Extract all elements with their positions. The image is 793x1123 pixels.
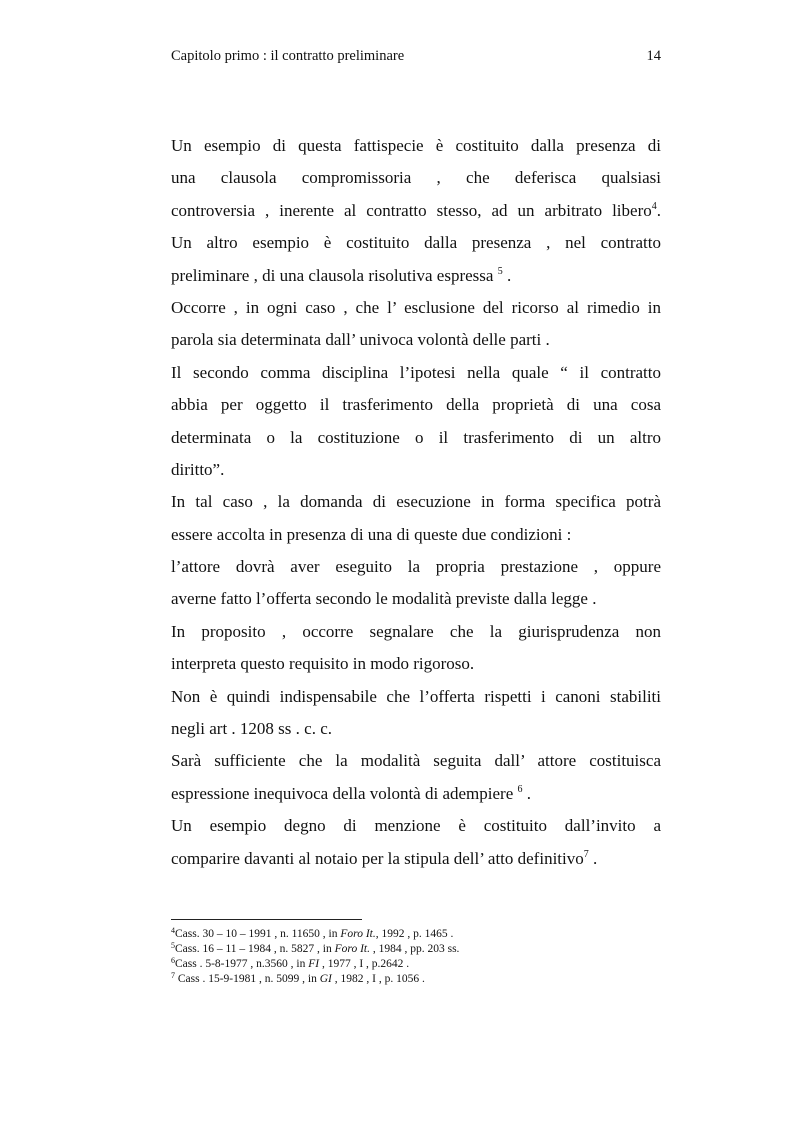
footnote xyxy=(171,972,661,987)
line-text: negli art . 1208 ss . c. c. xyxy=(171,719,332,739)
text-line xyxy=(171,745,661,777)
text-line xyxy=(171,810,661,842)
text-line xyxy=(171,130,661,162)
text-line xyxy=(171,583,661,615)
line-text: preliminare , di una clausola risolutiva espressa xyxy=(171,265,494,285)
footnote-number: 7 xyxy=(171,971,175,980)
line-text: essere accolta in presenza di una di queste due condizioni : xyxy=(171,524,572,544)
footnote-citation: Cass . 5-8-1977 , n.3560 , in xyxy=(175,958,309,970)
line-text: determinata o la costituzione o il trasferimento di un altro xyxy=(171,427,661,447)
line-text: abbia per oggetto il trasferimento della proprietà di una cosa xyxy=(171,395,661,415)
line-text: In proposito , occorre segnalare che la giurisprudenza non xyxy=(171,621,661,641)
footnote-details: , 1977 , I , p.2642 . xyxy=(319,958,410,970)
text-line xyxy=(171,292,661,324)
line-text: controversia , inerente al contratto stesso, ad un arbitrato libero xyxy=(171,200,652,220)
line-text: diritto”. xyxy=(171,459,225,479)
footnote xyxy=(171,942,661,957)
text-line xyxy=(171,681,661,713)
footnote-citation: Cass. 16 – 11 – 1984 , n. 5827 , in xyxy=(175,943,335,955)
text-line xyxy=(171,324,661,356)
footnote-source: GI xyxy=(319,973,332,985)
line-text: interpreta questo requisito in modo rigoroso. xyxy=(171,654,475,674)
footnote-source: Foro It. xyxy=(340,928,376,940)
footnote-citation: Cass . 15-9-1981 , n. 5099 , in xyxy=(175,973,320,985)
text-line xyxy=(171,713,661,745)
footnote xyxy=(171,927,661,942)
footnote-source: Foro It. xyxy=(334,943,370,955)
line-end-punct: . xyxy=(588,848,598,868)
footnote-ref-5[interactable]: 5 xyxy=(497,265,503,277)
footnote-separator xyxy=(171,919,362,920)
text-line xyxy=(171,486,661,518)
footnote-details: , 1982 , I , p. 1056 . xyxy=(331,973,425,985)
line-text: l’attore dovrà aver eseguito la propria prestazione , oppure xyxy=(171,557,661,577)
text-line xyxy=(171,551,661,583)
body-text xyxy=(171,130,661,875)
line-text: parola sia determinata dall’ univoca volontà delle parti . xyxy=(171,330,550,350)
text-line xyxy=(171,519,661,551)
text-line xyxy=(171,843,661,875)
line-end-punct: . xyxy=(656,200,661,220)
line-text: Sarà sufficiente che la modalità seguita dall’ attore costituisca xyxy=(171,751,661,771)
footnote-number: 4 xyxy=(171,926,175,935)
text-line xyxy=(171,227,661,259)
line-end-punct: . xyxy=(502,265,512,285)
chapter-title: Capitolo primo : il contratto preliminare xyxy=(171,48,405,64)
text-line xyxy=(171,454,661,486)
line-text: In tal caso , la domanda di esecuzione in forma specifica potrà xyxy=(171,492,661,512)
running-header xyxy=(171,48,661,68)
footnotes xyxy=(171,927,661,987)
footnote-details: , 1992 , p. 1465 . xyxy=(375,928,454,940)
line-text: Un esempio degno di menzione è costituito dall’invito a xyxy=(171,816,661,836)
line-text: Il secondo comma disciplina l’ipotesi nella quale “ il contratto xyxy=(171,362,661,382)
text-line xyxy=(171,357,661,389)
line-text: Non è quindi indispensabile che l’offerta rispetti i canoni stabiliti xyxy=(171,686,661,706)
line-text: una clausola compromissoria , che deferisca qualsiasi xyxy=(171,168,661,188)
footnote-citation: Cass. 30 – 10 – 1991 , n. 11650 , in xyxy=(175,928,341,940)
footnote-details: , 1984 , pp. 203 ss. xyxy=(369,943,460,955)
text-line xyxy=(171,422,661,454)
line-end-punct: . xyxy=(522,783,531,803)
text-line xyxy=(171,616,661,648)
text-line xyxy=(171,648,661,680)
line-text: Un esempio di questa fattispecie è costituito dalla presenza di xyxy=(171,136,661,155)
text-line xyxy=(171,778,661,810)
line-text: Un altro esempio è costituito dalla presenza , nel contratto xyxy=(171,233,661,253)
text-line xyxy=(171,260,661,292)
footnote-ref-6[interactable]: 6 xyxy=(517,783,523,795)
line-text: comparire davanti al notaio per la stipula dell’ atto definitivo xyxy=(171,848,584,868)
line-text: espressione inequivoca della volontà di adempiere xyxy=(171,783,514,803)
footnote-source: FI xyxy=(308,958,320,970)
text-line xyxy=(171,195,661,227)
footnote-ref-4[interactable]: 4 xyxy=(651,200,657,212)
footnote xyxy=(171,957,661,972)
page-number: 14 xyxy=(646,48,661,64)
footnote-number: 6 xyxy=(171,956,175,965)
line-text: averne fatto l’offerta secondo le modalità previste dalla legge . xyxy=(171,589,597,609)
text-line xyxy=(171,162,661,194)
line-text: Occorre , in ogni caso , che l’ esclusione del ricorso al rimedio in xyxy=(171,297,661,317)
footnote-number: 5 xyxy=(171,941,175,950)
footnote-ref-7[interactable]: 7 xyxy=(583,848,589,860)
text-line xyxy=(171,389,661,421)
